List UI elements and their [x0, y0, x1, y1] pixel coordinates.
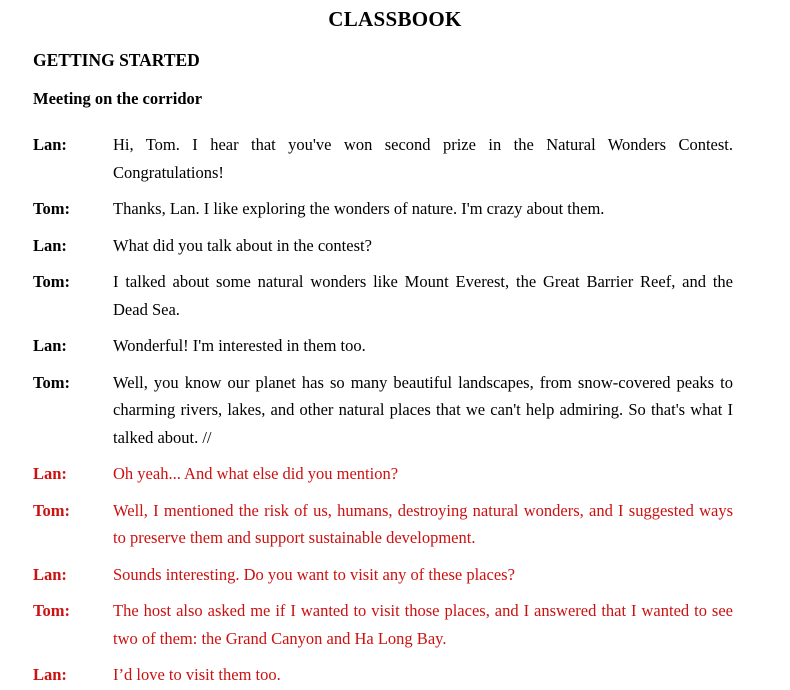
- speaker-label: Lan:: [33, 235, 67, 255]
- page-title: CLASSBOOK: [328, 7, 462, 31]
- dialogue-row: [0, 268, 790, 323]
- dialogue-text: Well, I mentioned the risk of us, humans, destroying natural wonders, and I suggested ways to preserve them and support sustainable development.: [113, 500, 733, 547]
- speaker-label: Tom:: [33, 272, 70, 291]
- speaker-label: Tom:: [33, 601, 70, 620]
- speaker-label: Lan:: [33, 135, 67, 154]
- dialogue-row: [0, 332, 790, 360]
- speaker-label: Lan:: [33, 665, 67, 684]
- dialogue-row: [0, 597, 790, 652]
- dialogue-list: [0, 131, 790, 689]
- dialogue-text: Hi, Tom. I hear that you've won second prize in the Natural Wonders Contest. Congratulations!: [113, 135, 733, 182]
- dialogue-row: [0, 232, 790, 260]
- dialogue-text: I talked about some natural wonders like Mount Everest, the Great Barrier Reef, and the Dead Sea.: [113, 272, 733, 319]
- dialogue-text: Sounds interesting. Do you want to visit any of these places?: [113, 564, 515, 584]
- dialogue-row: [0, 497, 790, 552]
- dialogue-row: [0, 195, 790, 223]
- speaker-label: Lan:: [33, 336, 67, 355]
- dialogue-row: [0, 661, 790, 689]
- dialogue-row: [0, 460, 790, 488]
- dialogue-text: Oh yeah... And what else did you mention?: [113, 464, 399, 483]
- speaker-label: Lan:: [33, 464, 67, 483]
- dialogue-text: What did you talk about in the contest?: [113, 235, 372, 255]
- dialogue-text: Wonderful! I'm interested in them too.: [113, 336, 366, 355]
- dialogue-text: Thanks, Lan. I like exploring the wonders of nature. I'm crazy about them.: [113, 199, 605, 218]
- subsection-heading: Meeting on the corridor: [33, 89, 203, 108]
- dialogue-text: The host also asked me if I wanted to visit those places, and I answered that I wanted to see two of them: the Grand Canyon and Ha Long Bay.: [113, 601, 733, 648]
- dialogue-row: [0, 561, 790, 589]
- speaker-label: Tom:: [33, 500, 70, 520]
- speaker-label: Tom:: [33, 199, 70, 218]
- dialogue-row: [0, 131, 790, 186]
- section-heading: GETTING STARTED: [33, 50, 200, 70]
- dialogue-text: Well, you know our planet has so many beautiful landscapes, from snow-covered peaks to charming rivers, lakes, and other natural places that we can't help admiring. So that's what I talked about. //: [113, 372, 733, 447]
- dialogue-text: I’d love to visit them too.: [113, 665, 281, 684]
- speaker-label: Lan:: [33, 564, 67, 584]
- dialogue-row: [0, 369, 790, 452]
- speaker-label: Tom:: [33, 372, 70, 392]
